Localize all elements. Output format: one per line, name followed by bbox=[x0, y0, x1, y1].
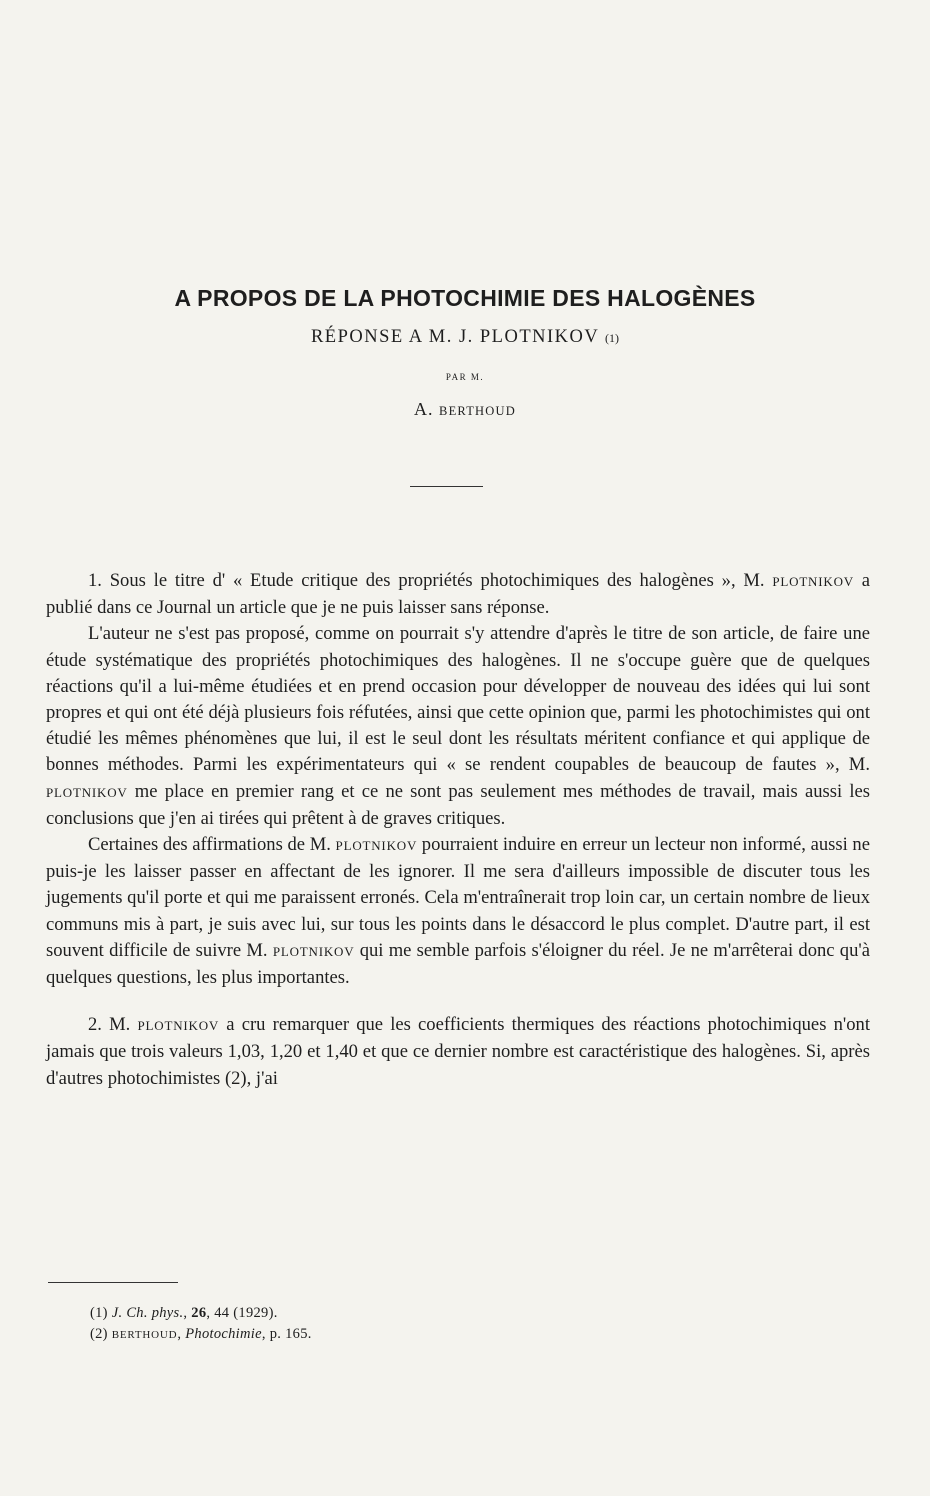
paragraph-1-text-b: a publié dans ce Journal un article que je ne puis laisser sans réponse. bbox=[46, 570, 870, 619]
paragraph-4 bbox=[46, 1012, 870, 1092]
paragraph-1-text-a: 1. Sous le titre d' « Etude critique des propriétés photochimiques des halogènes », M. bbox=[88, 570, 765, 591]
footnote-source: J. Ch. phys. bbox=[111, 1305, 184, 1321]
author-reference: PLOTNIKOV bbox=[272, 943, 355, 959]
footnote-mark: (2) bbox=[90, 1326, 108, 1342]
footnote-author: BERTHOUD bbox=[111, 1329, 178, 1341]
subtitle-text: RÉPONSE A M. J. PLOTNIKOV bbox=[310, 327, 599, 347]
subtitle-footnote-ref: (1) bbox=[605, 331, 620, 345]
author-name: BERTHOUD bbox=[439, 404, 516, 418]
author-reference: PLOTNIKOV bbox=[335, 838, 418, 854]
paragraph-2-text-b: me place en premier rang et ce ne sont pas seulement mes méthodes de travail, mais aussi les conclusions que j'en ai tirées qui prêtent à de graves critiques. bbox=[46, 780, 870, 829]
author-reference: PLOTNIKOV bbox=[772, 574, 854, 589]
paragraph-4-text-c: , j'ai bbox=[246, 1067, 278, 1089]
article-title: A PROPOS DE LA PHOTOCHIMIE DES HALOGÈNES bbox=[174, 285, 756, 311]
paragraph-2 bbox=[46, 621, 870, 832]
article-body bbox=[46, 568, 870, 1092]
footnote-2: (2) BERTHOUD, Photochimie, p. 165. bbox=[90, 1326, 312, 1342]
author-reference: PLOTNIKOV bbox=[46, 784, 128, 800]
paragraph-4-text-b: a cru remarquer que les coefficients thermiques des réactions photochimiques n'ont jamais que trois valeurs 1,03, 1,20 et 1,40 et que ce dernier nombre est caractéristique des halogènes. Si, après d'autres photochimistes bbox=[46, 1014, 871, 1089]
footnote-work: Photochimie bbox=[185, 1326, 262, 1342]
footnote-1: (1) J. Ch. phys., 26, 44 (1929). bbox=[90, 1305, 278, 1321]
footnotes bbox=[90, 1303, 312, 1346]
author-initial: A. bbox=[414, 399, 434, 419]
footnote-separator bbox=[48, 1282, 178, 1283]
paragraph-1 bbox=[46, 568, 870, 621]
footnote-details: , 44 (1929). bbox=[206, 1305, 278, 1321]
paragraph-3-text-c: qui me semble parfois s'éloigner du réel. Je ne m'arrêterai donc qu'à quelques questions, les plus importantes. bbox=[46, 939, 870, 989]
paragraph-3-text-a: Certaines des affirmations de M. bbox=[88, 834, 331, 856]
author-reference: PLOTNIKOV bbox=[137, 1018, 220, 1034]
paragraph-3-text-b: pourraient induire en erreur un lecteur non informé, aussi ne puis-je les laisser passer en affectant de les ignorer. Il me sera d'ailleurs impossible de discuter tous les jugements qu'il porte et qui me paraissent erronés. Cela m'entraînerait trop loin car, un certain nombre de lieux communs mis à part, je suis avec lui, sur tous les points dans le désaccord le plus complet. D'autre part, il est souvent difficile de suivre M. bbox=[46, 834, 870, 961]
footnote-volume: 26 bbox=[191, 1305, 207, 1321]
footnote-ref-2: (2) bbox=[224, 1067, 247, 1089]
paragraph-4-text-a: 2. M. bbox=[88, 1014, 131, 1036]
paragraph-2-text-a: L'auteur ne s'est pas proposé, comme on pourrait s'y attendre d'après le titre de son article, de faire une étude systématique des propriétés photochimiques des halogènes. Il ne s'occupe guère que de quelques réactions qu'il a lui-même étudiées et en prend occasion pour développer de nouveau des idées qui lui sont propres et qui ont été déjà plusieurs fois réfutées, ainsi que cette opinion que, parmi les photochimistes qui ont étudié les mêmes phénomènes que lui, il est le seul dont les résultats méritent confiance et qui applique de bonnes méthodes. Parmi les expérimentateurs qui « se rendent coupables de beaucoup de fautes », M. bbox=[46, 623, 870, 776]
paragraph-3 bbox=[46, 832, 870, 991]
article-subtitle bbox=[0, 327, 930, 348]
footnote-details: , p. 165. bbox=[261, 1326, 312, 1342]
footnote-mark: (1) bbox=[90, 1305, 108, 1321]
author bbox=[0, 399, 930, 420]
byline-prefix: PAR M. bbox=[445, 372, 485, 382]
title-separator bbox=[410, 486, 483, 487]
